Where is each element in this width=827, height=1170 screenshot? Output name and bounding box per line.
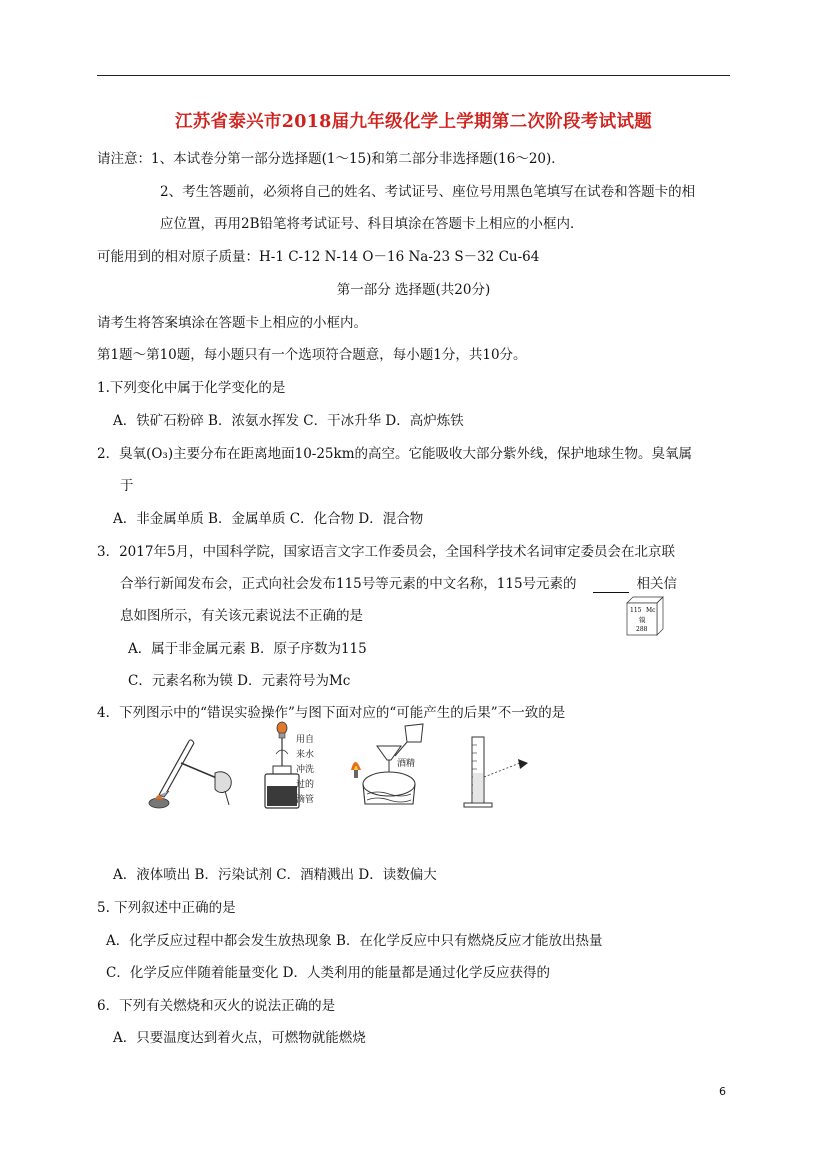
q3-options-1: A．属于非金属元素 B．原子序数为115 [128,641,367,657]
q2-stem-cont: 于 [120,478,134,494]
page-title: 江苏省泰兴市2018届九年级化学上学期第二次阶段考试试题 [174,112,653,132]
tile-symbol: Mc [646,607,656,614]
q2-stem: 2．臭氧(O₃)主要分布在距离地面10-25km的高空。它能吸收大部分紫外线，保护地球生物。臭氧属 [97,446,693,462]
q1-options: A．铁矿石粉碎 B．浓氨水挥发 C．干冰升华 D．高炉炼铁 [113,413,464,429]
q5-options-1: A．化学反应过程中都会发生放热现象 B．在化学反应中只有燃烧反应才能放出热量 [106,933,603,949]
tile-mass: 288 [636,626,648,633]
notice-line-2: 2、考生答题前，必须将自己的姓名、考试证号、座位号用黑色笔填写在试卷和答题卡的相 [160,184,696,200]
tile-number: 115 [630,607,642,614]
notice-line-1: 请注意：1、本试卷分第一部分选择题(1～15)和第二部分非选择题(16～20)． [97,151,565,167]
q5-stem: 5. 下列叙述中正确的是 [97,900,236,916]
q3-stem-part-b: 相关信 [636,576,678,592]
q3-stem-cont-2: 息如图所示，有关该元素说法不正确的是 [120,608,363,624]
section-range: 第1题～第10题，每小题只有一个选项符合题意，每小题1分，共10分。 [97,347,527,363]
section-heading: 第一部分 选择题(共20分) [336,282,491,298]
figure-heating-test-tube [145,733,240,813]
q5-options-2: C．化学反应伴随着能量变化 D．人类利用的能量都是通过化学反应获得的 [106,965,550,981]
fig2-label-2: 来水 [296,750,315,760]
figure-graduated-cylinder [460,733,535,811]
figure-alcohol-lamp [345,720,435,810]
q2-options: A．非金属单质 B．金属单质 C．化合物 D．混合物 [113,511,424,527]
q3-stem-part-a: 合举行新闻发布会，正式向社会发布115号等元素的中文名称，115号元素的 [120,576,577,592]
figure-dropper-bottle [262,720,352,812]
q3-blank [593,578,629,593]
q4-stem: 4．下列图示中的“错误实验操作”与图下面对应的“可能产生的后果”不一致的是 [97,705,566,721]
notice-line-3: 应位置，再用2B铅笔将考试证号、科目填涂在答题卡上相应的小框内． [160,216,584,232]
q3-stem-cont [120,575,677,593]
fig2-label-5: 滴管 [296,795,315,805]
q3-options-2: C．元素名称为镆 D．元素符号为Mc [128,673,351,689]
fig3-label: 酒精 [397,759,416,769]
q1-stem: 1.下列变化中属于化学变化的是 [97,380,286,396]
page-number: 6 [719,1085,726,1098]
element-tile-figure [623,595,667,639]
fig2-label-1: 用自 [296,735,315,745]
atomic-masses: 可能用到的相对原子质量：H-1 C-12 N-14 O－16 Na-23 S－32 Cu-64 [97,249,540,265]
fig2-label-3: 冲洗 [296,765,315,775]
q6-option-a: A．只要温度达到着火点，可燃物就能燃烧 [113,1030,366,1046]
section-instruction: 请考生将答案填涂在答题卡上相应的小框内。 [97,315,367,331]
header-rule [97,75,730,76]
q6-stem: 6．下列有关燃烧和灭火的说法正确的是 [97,998,336,1014]
q4-options: A．液体喷出 B．污染试剂 C．酒精溅出 D．读数偏大 [113,867,437,883]
fig2-label-4: 过的 [296,780,315,790]
tile-name: 镆 [639,616,646,624]
q3-stem: 3．2017年5月，中国科学院，国家语言文字工作委员会，全国科学技术名词审定委员会在北京联 [97,544,676,560]
